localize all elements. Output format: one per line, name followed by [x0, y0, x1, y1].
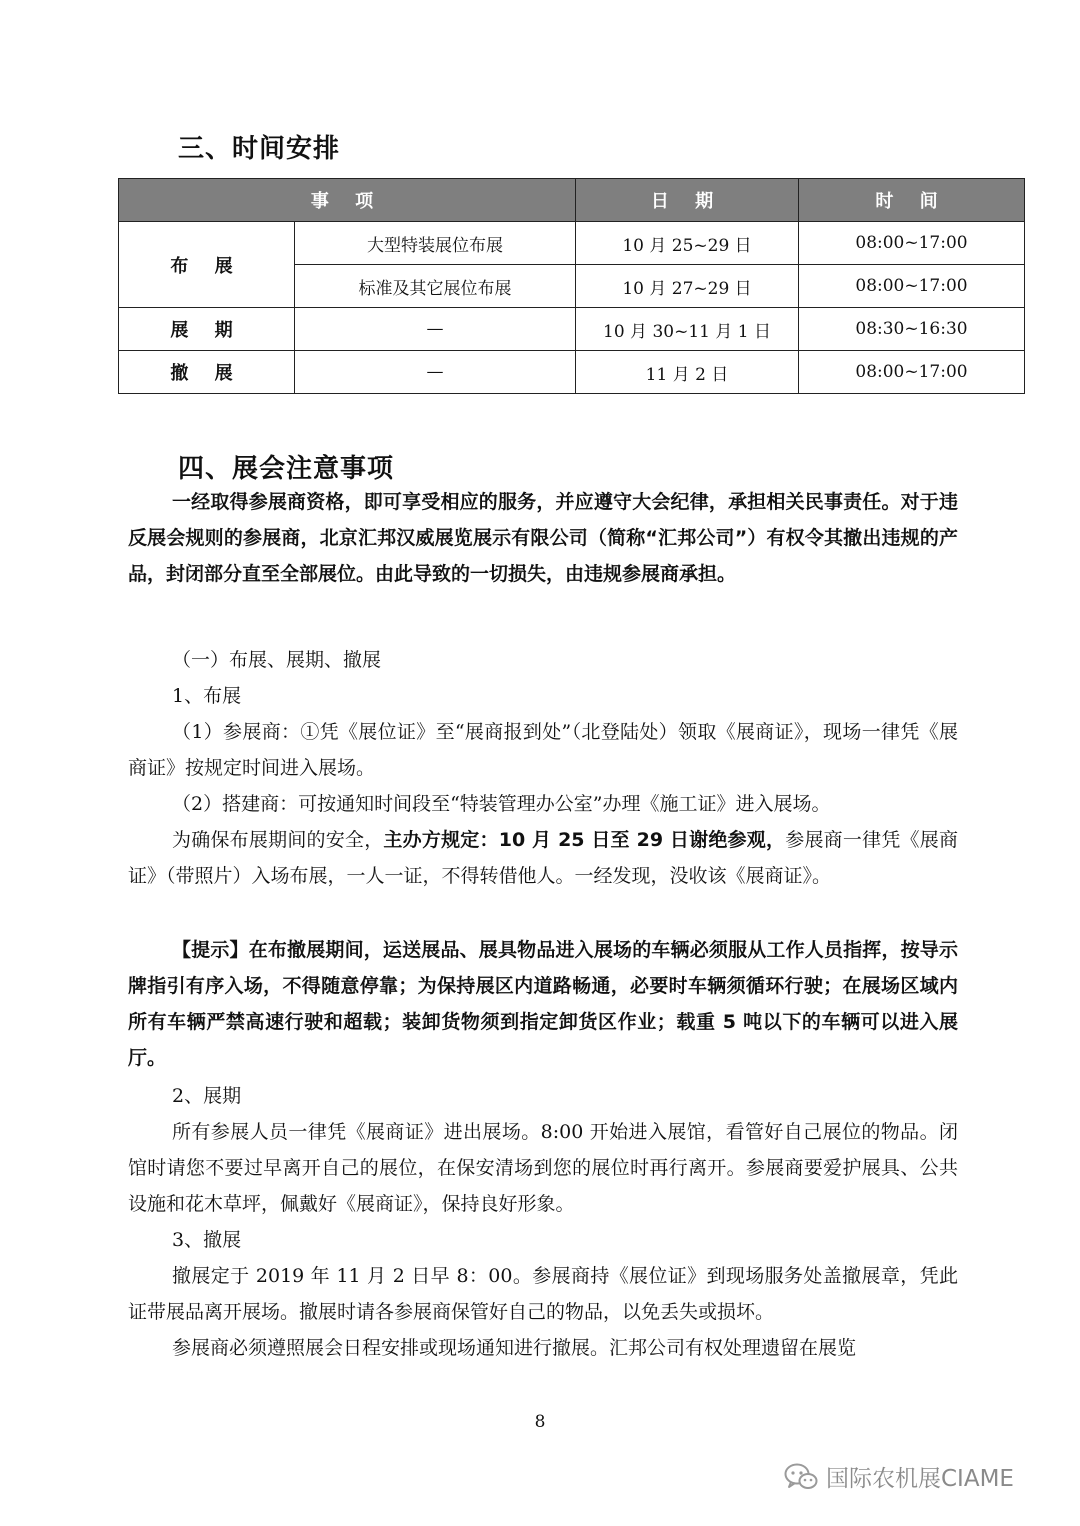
- category-cell: 撤 展: [119, 351, 295, 394]
- watermark-text: 国际农机展CIAME: [826, 1466, 1014, 1492]
- tip-paragraph: 【提示】在布撤展期间，运送展品、展具物品进入展场的车辆必须服从工作人员指挥，按导示牌指引有序入场，不得随意停靠；为保持展区内道路畅通，必要时车辆须循环行驶；在展场区域内所有车辆严禁高速行驶和超载；装卸货物须到指定卸货区作业；载重 5 吨以下的车辆可以进入展厅。: [128, 939, 958, 1069]
- header-date: 日 期: [576, 179, 799, 222]
- organizer-rule: 主办方规定：10 月 25 日至 29 日谢绝参观，: [383, 829, 786, 851]
- date-cell: 10 月 27~29 日: [576, 265, 799, 308]
- safety-text-1: 为确保布展期间的安全，: [172, 829, 384, 851]
- time-cell: 08:00~17:00: [799, 265, 1025, 308]
- safety-paragraph: [128, 822, 958, 894]
- dismantle-paragraph: 撤展定于 2019 年 11 月 2 日早 8：00。参展商持《展位证》到现场服务处盖撤展章，凭此证带展品离开展场。撤展时请各参展商保管好自己的物品，以免丢失或损坏。: [128, 1265, 958, 1323]
- exhibitor-paragraph: （1）参展商：①凭《展位证》至“展商报到处”（北登陆处）领取《展商证》，现场一律凭《展商证》按规定时间进入展场。: [128, 721, 958, 779]
- safety-text-2: 参展商一律凭《展商证》（带照片）入场布展，一人一证，不得转借他人。一经发现，没收该《展商证》。: [128, 829, 958, 887]
- intro-paragraph: 一经取得参展商资格，即可享受相应的服务，并应遵守大会纪律，承担相关民事责任。对于违反展会规则的参展商，北京汇邦汉威展览展示有限公司（简称“汇邦公司”）有权令其撤出违规的产品，封闭部分直至全部展位。由此导致的一切损失，由违规参展商承担。: [128, 491, 958, 585]
- time-cell: 08:00~17:00: [799, 222, 1025, 265]
- heading-setup: 1、布展: [172, 685, 242, 707]
- exhibition-paragraph: 所有参展人员一律凭《展商证》进出展场。8:00 开始进入展馆，看管好自己展位的物品。闭馆时请您不要过早离开自己的展位，在保安清场到您的展位时再行离开。参展商要爱护展具、公共设施和花木草坪，佩戴好《展商证》，保持良好形象。: [128, 1121, 958, 1215]
- table-row: [119, 308, 1025, 351]
- heading-dismantle: 3、撤展: [172, 1229, 242, 1251]
- header-time: 时 间: [799, 179, 1025, 222]
- table-row: [119, 222, 1025, 265]
- schedule-table: [118, 178, 1025, 394]
- header-item: 事 项: [119, 179, 576, 222]
- builder-paragraph: （2）搭建商：可按通知时间段至“特装管理办公室”办理《施工证》进入展场。: [172, 793, 831, 815]
- page-number: 8: [534, 1412, 546, 1432]
- heading-exhibition: 2、展期: [172, 1085, 242, 1107]
- table-header-row: [119, 179, 1025, 222]
- dismantle-notice-paragraph: 参展商必须遵照展会日程安排或现场通知进行撤展。汇邦公司有权处理遗留在展览: [172, 1337, 857, 1359]
- date-cell: 10 月 30~11 月 1 日: [576, 308, 799, 351]
- table-row: [119, 351, 1025, 394]
- item-cell: —: [295, 351, 576, 394]
- wechat-icon: [784, 1462, 818, 1492]
- watermark: [784, 1460, 1014, 1493]
- time-cell: 08:00~17:00: [799, 351, 1025, 394]
- section-4-title: 四、展会注意事项: [178, 454, 395, 484]
- item-cell: 大型特装展位布展: [295, 222, 576, 265]
- item-cell: —: [295, 308, 576, 351]
- subsection-title: （一）布展、展期、撤展: [172, 649, 382, 671]
- date-cell: 10 月 25~29 日: [576, 222, 799, 265]
- category-cell: 布 展: [119, 222, 295, 308]
- category-cell: 展 期: [119, 308, 295, 351]
- section-3-title: 三、时间安排: [178, 134, 341, 164]
- item-cell: 标准及其它展位布展: [295, 265, 576, 308]
- date-cell: 11 月 2 日: [576, 351, 799, 394]
- time-cell: 08:30~16:30: [799, 308, 1025, 351]
